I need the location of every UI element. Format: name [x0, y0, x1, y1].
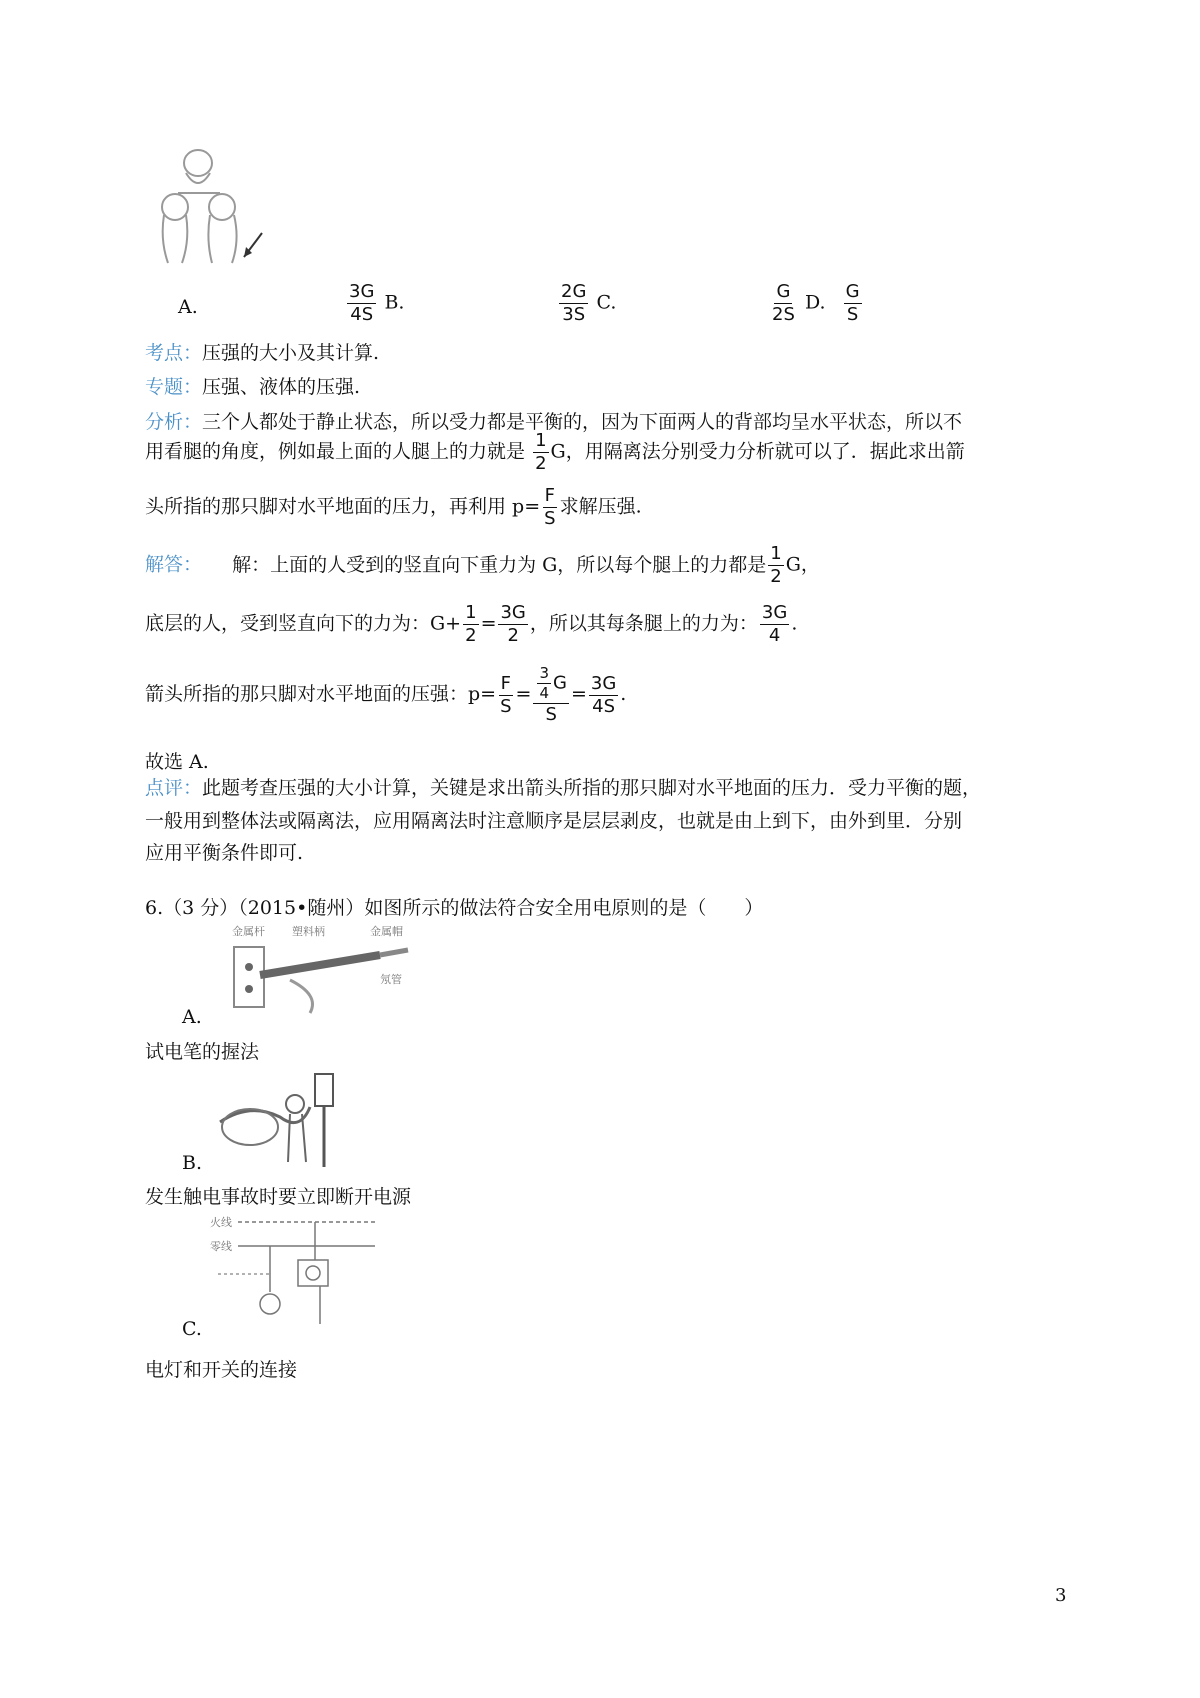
fenxi-line-2: 用看腿的角度，例如最上面的人腿上的力就是 $\frac{1}{2}$ G，用隔离法分别受力分析就可以了．据此求出箭: [145, 430, 965, 474]
jieda-line-2: 底层的人，受到竖直向下的力为：G+ $\frac{1}{2}$ = $\frac{3G}{2}$ ，所以其每条腿上的力为： $\frac{3G}{4}$ .: [145, 602, 798, 646]
option-a-fraction: $\frac{3G}{4S}$ B.: [349, 281, 405, 325]
guxuan-line: 故选 A.: [145, 751, 209, 773]
q6-option-a-text: 试电笔的握法: [145, 1041, 260, 1063]
zhuanti-line: 专题：压强、液体的压强.: [145, 376, 361, 398]
fig-label-live-wire: 火线: [210, 1217, 232, 1229]
fenxi-line-3: 头所指的那只脚对水平地面的压力，再利用 p= $\frac{F}{S}$ 求解压强.: [145, 485, 642, 529]
option-a-label: A.: [178, 296, 198, 318]
option-c-fraction: $\frac{G}{2S}$ D. $\frac{G}{S}$: [772, 281, 860, 325]
fig-label-neon-tube: 氖管: [380, 974, 402, 986]
fig-label-metal-cap: 金属帽: [370, 926, 403, 938]
fenxi-line-1: 分析：三个人都处于静止状态，所以受力都是平衡的，因为下面两人的背部均呈水平状态，所以不: [145, 411, 963, 433]
q6-option-b-label: B.: [182, 1152, 203, 1174]
fig-label-metal-rod: 金属杆: [232, 926, 265, 938]
fig-label-plastic-handle: 塑料柄: [292, 926, 325, 938]
kaodian-line: 考点：压强的大小及其计算.: [145, 342, 380, 364]
test-pen-figure: [230, 925, 430, 1015]
human-pyramid-figure: [150, 145, 270, 270]
dianping-line-2: 一般用到整体法或隔离法，应用隔离法时注意顺序是层层剥皮，也就是由上到下，由外到里．分别: [145, 810, 963, 832]
electric-shock-figure: [210, 1062, 360, 1172]
option-b-fraction: $\frac{2G}{3S}$ C.: [561, 281, 617, 325]
q6-option-b-text: 发生触电事故时要立即断开电源: [145, 1186, 412, 1208]
circuit-figure: [210, 1212, 380, 1327]
q6-stem: 6.（3 分）（2015•随州）如图所示的做法符合安全用电原则的是（ ）: [145, 897, 764, 919]
q6-option-a-label: A.: [182, 1006, 202, 1028]
q6-option-c-text: 电灯和开关的连接: [145, 1359, 298, 1381]
page-number: 3: [1055, 1585, 1067, 1606]
jieda-line-1: 解答： 解：上面的人受到的竖直向下重力为 G，所以每个腿上的力都是 $\frac{1}{2}$ G，: [145, 543, 820, 587]
q6-option-c-label: C.: [182, 1318, 202, 1340]
option-d-label: D.: [804, 291, 826, 314]
option-b-label: B.: [384, 291, 405, 314]
jieda-line-3: 箭头所指的那只脚对水平地面的压强：p= $\frac{F}{S}$ = $\frac{3}{4}$ G S = $\frac{3G}{4S}$ .: [145, 664, 627, 725]
fig-label-neutral-wire: 零线: [210, 1241, 232, 1253]
option-c-label: C.: [596, 291, 617, 314]
dianping-line-1: 点评：此题考查压强的大小计算，关键是求出箭头所指的那只脚对水平地面的压力．受力平衡的题，: [145, 777, 982, 799]
dianping-line-3: 应用平衡条件即可.: [145, 842, 304, 864]
option-d-fraction: $\frac{G}{S}$: [845, 281, 860, 325]
